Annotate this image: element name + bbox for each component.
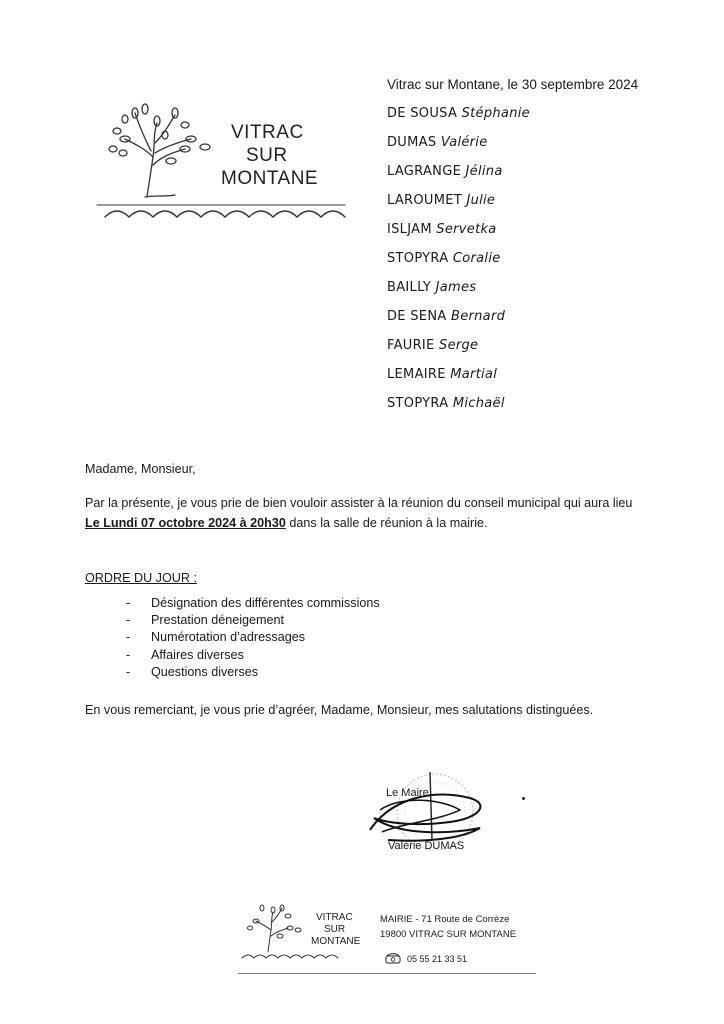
agenda-item: - Prestation déneigement <box>126 613 285 628</box>
recipient <box>387 338 530 367</box>
intro-paragraph: Par la présente, je vous prie de bien vouloir assister à la réunion du conseil municipal qui aura lieu <box>85 496 633 510</box>
logo-line-3: MONTANE <box>221 168 319 189</box>
recipient-last-name: LAROUMET <box>387 193 462 208</box>
agenda-list <box>126 596 380 682</box>
logo-line-1: VITRAC <box>231 122 304 143</box>
footer-address <box>380 912 516 942</box>
footer-phone <box>385 953 467 964</box>
recipient-list <box>387 106 530 425</box>
recipient <box>387 193 530 222</box>
recipient <box>387 251 530 280</box>
tree-logo-icon <box>238 900 368 970</box>
agenda-item: - Numérotation d’adressages <box>126 630 306 645</box>
recipient-last-name: BAILLY <box>387 280 432 295</box>
recipient-first-name: Stéphanie <box>461 106 530 121</box>
recipient-last-name: FAURIE <box>387 338 435 353</box>
footer-logo-line-2: SUR <box>324 924 346 935</box>
signature-block <box>360 770 510 860</box>
recipient-first-name: James <box>435 280 477 295</box>
recipient-last-name: ISLJAM <box>387 222 432 237</box>
recipient-last-name: LEMAIRE <box>387 367 446 382</box>
meeting-location: dans la salle de réunion à la mairie. <box>285 516 488 530</box>
recipient-last-name: DE SENA <box>387 309 447 324</box>
recipient-first-name: Valérie <box>440 135 488 150</box>
recipient <box>387 222 530 251</box>
recipient-last-name: DUMAS <box>387 135 437 150</box>
recipient-first-name: Michaël <box>452 396 505 411</box>
agenda-item: - Questions diverses <box>126 664 259 679</box>
date-line: Vitrac sur Montane, le 30 septembre 2024 <box>387 77 639 92</box>
recipient <box>387 367 530 396</box>
recipient-first-name: Jélina <box>465 164 503 179</box>
signature-title: Le Maire, <box>386 787 432 799</box>
municipality-logo <box>95 95 355 225</box>
signature-name: Valérie DUMAS <box>388 840 465 852</box>
recipient <box>387 309 530 338</box>
meeting-date: Le Lundi 07 octobre 2024 à 20h30 <box>85 516 286 530</box>
logo-line-2: SUR <box>246 145 288 166</box>
salutation: Madame, Monsieur, <box>85 462 196 476</box>
footer-logo-line-3: MONTANE <box>311 936 361 947</box>
recipient-last-name: STOPYRA <box>387 396 449 411</box>
footer-logo-line-1: VITRAC <box>316 912 353 923</box>
address-line-2: 19800 VITRAC SUR MONTANE <box>380 929 517 940</box>
recipient-last-name: LAGRANGE <box>387 164 462 179</box>
recipient-first-name: Servetka <box>436 222 497 237</box>
agenda-item: - Désignation des différentes commissions <box>126 596 380 610</box>
footer-divider <box>238 973 536 974</box>
recipient <box>387 135 530 164</box>
recipient <box>387 106 530 135</box>
closing-paragraph: En vous remerciant, je vous prie d’agréer, Madame, Monsieur, mes salutations distinguées. <box>85 703 594 717</box>
meeting-date-line <box>85 516 488 530</box>
dot-mark <box>522 797 525 800</box>
recipient-first-name: Martial <box>450 367 498 382</box>
recipient <box>387 280 530 309</box>
agenda-item: - Affaires diverses <box>126 647 244 662</box>
tree-logo-icon <box>95 95 355 225</box>
address-line-1: MAIRIE - 71 Route de Corrèze <box>380 914 510 925</box>
phone-number: 05 55 21 33 51 <box>407 953 468 964</box>
agenda-title: ORDRE DU JOUR : <box>85 571 197 585</box>
recipient-first-name: Bernard <box>450 309 506 324</box>
phone-icon <box>385 953 401 964</box>
recipient-last-name: STOPYRA <box>387 251 449 266</box>
recipient-first-name: Coralie <box>452 251 501 266</box>
recipient-first-name: Julie <box>466 193 496 208</box>
footer-logo <box>238 900 368 970</box>
recipient <box>387 396 530 425</box>
recipient-first-name: Serge <box>439 338 479 353</box>
recipient-last-name: DE SOUSA <box>387 106 458 121</box>
recipient <box>387 164 530 193</box>
